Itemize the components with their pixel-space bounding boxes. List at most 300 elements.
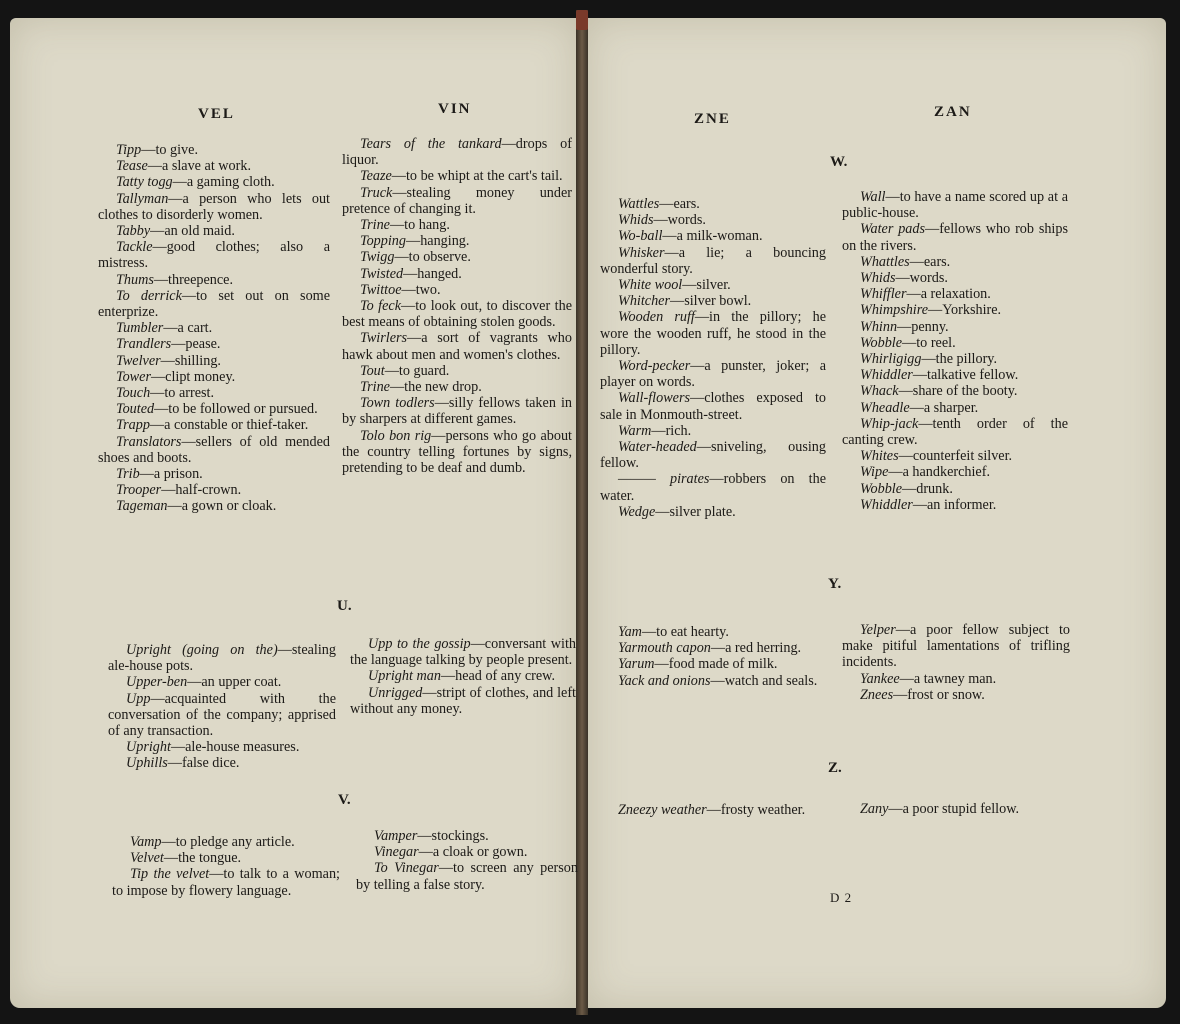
column-z-2 bbox=[842, 801, 1068, 817]
entry-headword: Yarmouth capon bbox=[618, 640, 711, 657]
dictionary-entry bbox=[842, 622, 1070, 671]
dictionary-entry bbox=[842, 400, 1068, 416]
entry-dash: — bbox=[895, 270, 910, 287]
entry-headword: White wool bbox=[618, 277, 683, 294]
dictionary-entry bbox=[98, 158, 330, 174]
entry-headword: Wo-ball bbox=[618, 228, 663, 245]
entry-dash: — bbox=[171, 336, 186, 353]
entry-dash: — bbox=[902, 480, 917, 497]
entry-headword: Whirligigg bbox=[860, 351, 922, 368]
entry-headword: Tower bbox=[116, 368, 151, 385]
dictionary-entry bbox=[842, 335, 1068, 351]
entry-definition: a punster, joker; a player on words. bbox=[600, 358, 826, 391]
entry-headword: Wedge bbox=[618, 503, 656, 520]
entry-definition: to have a name scored up at a public-house. bbox=[842, 189, 1068, 222]
entry-definition: a cart. bbox=[177, 320, 213, 337]
entry-definition: silver plate. bbox=[669, 503, 736, 520]
entry-dash: — bbox=[664, 244, 679, 261]
entry-headword: Wattles bbox=[618, 196, 660, 212]
entry-definition: head of any crew. bbox=[455, 668, 556, 685]
entry-definition: a sort of vagrants who hawk about men and women's clothes. bbox=[342, 330, 572, 363]
entry-dash: — bbox=[154, 401, 169, 418]
entry-dash: — bbox=[406, 233, 421, 250]
entry-definition: robbers on the water. bbox=[600, 471, 826, 504]
entry-headword: Water pads bbox=[860, 221, 926, 238]
column-w-2 bbox=[842, 189, 1068, 513]
entry-dash: — bbox=[401, 281, 416, 298]
entry-headword: Water-headed bbox=[618, 439, 697, 456]
entry-dash: — bbox=[898, 383, 913, 400]
dictionary-entry bbox=[342, 168, 572, 184]
dictionary-entry bbox=[842, 416, 1068, 448]
entry-headword: Tipp bbox=[116, 142, 142, 158]
dictionary-entry bbox=[600, 673, 826, 689]
entry-definition: drops of liquor. bbox=[342, 136, 572, 169]
entry-definition: stript of clothes, and left without any money. bbox=[350, 684, 576, 717]
dictionary-entry bbox=[600, 228, 826, 244]
entry-definition: half-crown. bbox=[175, 482, 242, 499]
entry-definition: food made of milk. bbox=[668, 656, 778, 673]
entry-dash: — bbox=[209, 866, 224, 883]
entry-dash: — bbox=[909, 253, 924, 270]
entry-dash: — bbox=[141, 142, 156, 158]
dictionary-entry bbox=[98, 498, 330, 514]
entry-headword: Whids bbox=[860, 270, 896, 287]
column-w-1 bbox=[600, 196, 826, 520]
entry-definition: ears. bbox=[923, 253, 951, 270]
entry-headword: Tageman bbox=[116, 498, 168, 515]
entry-dash: — bbox=[690, 390, 705, 407]
entry-headword: Whack bbox=[860, 383, 899, 400]
entry-definition: hanging. bbox=[420, 233, 470, 250]
entry-headword: Touch bbox=[116, 385, 151, 402]
entry-headword: Upright man bbox=[368, 668, 441, 685]
entry-definition: stealing ale-house pots. bbox=[108, 642, 336, 675]
dictionary-entry bbox=[98, 272, 330, 288]
dictionary-entry bbox=[350, 636, 576, 668]
entry-headword: To derrick bbox=[116, 287, 182, 304]
entry-definition: the pillory. bbox=[935, 351, 998, 368]
entry-definition: a gaming cloth. bbox=[186, 174, 275, 191]
dictionary-entry bbox=[108, 739, 336, 755]
entry-definition: silver bowl. bbox=[684, 293, 752, 310]
entry-definition: words. bbox=[667, 212, 706, 229]
entry-headword: Tolo bon rig bbox=[360, 427, 432, 444]
entry-definition: to be followed or pursued. bbox=[168, 401, 318, 418]
entry-headword: Whiddler bbox=[860, 367, 913, 384]
entry-dash: — bbox=[422, 684, 437, 701]
entry-dash: — bbox=[897, 318, 912, 335]
dictionary-entry bbox=[842, 319, 1068, 335]
entry-definition: an informer. bbox=[927, 496, 997, 513]
dictionary-entry bbox=[356, 844, 578, 860]
dictionary-entry bbox=[600, 293, 826, 309]
entry-dash: — bbox=[928, 302, 943, 319]
entry-definition: to observe. bbox=[408, 249, 471, 266]
entry-headword: Yankee bbox=[860, 670, 900, 687]
running-head-right-2: ZAN bbox=[934, 104, 972, 120]
entry-dash: — bbox=[888, 801, 903, 817]
dictionary-entry bbox=[98, 239, 330, 271]
entry-dash: — bbox=[655, 503, 670, 520]
dictionary-entry bbox=[842, 481, 1068, 497]
entry-headword: Vamp bbox=[130, 834, 162, 850]
dictionary-entry bbox=[342, 185, 572, 217]
entry-headword: Whids bbox=[618, 212, 654, 229]
entry-headword: Upright (going on the) bbox=[126, 642, 278, 658]
entry-headword: Trine bbox=[360, 379, 390, 396]
running-head-left-2: VIN bbox=[438, 101, 472, 117]
dictionary-entry bbox=[342, 363, 572, 379]
entry-dash: — bbox=[921, 351, 936, 368]
entry-dash: — bbox=[168, 190, 183, 207]
entry-dash: — bbox=[898, 448, 913, 465]
entry-dash: — bbox=[659, 196, 674, 212]
entry-definition: sellers of old mended shoes and boots. bbox=[98, 433, 330, 466]
entry-definition: a handkerchief. bbox=[902, 464, 991, 481]
entry-definition: the new drop. bbox=[404, 379, 482, 396]
entry-dash: — bbox=[150, 385, 165, 402]
entry-headword: Wipe bbox=[860, 464, 889, 481]
entry-headword: Tabby bbox=[116, 223, 151, 240]
dictionary-entry bbox=[842, 671, 1070, 687]
entry-dash: — bbox=[417, 828, 432, 844]
entry-definition: words. bbox=[909, 270, 948, 287]
dictionary-entry bbox=[98, 191, 330, 223]
entry-definition: tenth order of the canting crew. bbox=[842, 415, 1068, 449]
dictionary-entry bbox=[98, 142, 330, 158]
entry-dash: — bbox=[161, 834, 176, 850]
entry-headword: Teaze bbox=[360, 168, 392, 185]
entry-dash: — bbox=[391, 168, 406, 185]
entry-dash: — bbox=[706, 802, 721, 818]
entry-headword: Twelver bbox=[116, 352, 161, 369]
entry-dash: — bbox=[662, 228, 677, 245]
entry-headword: Upp bbox=[126, 690, 151, 707]
entry-definition: silver. bbox=[696, 277, 731, 294]
entry-headword: Wooden ruff bbox=[618, 309, 695, 326]
entry-headword: Wall bbox=[860, 189, 886, 205]
entry-headword: Trandlers bbox=[116, 336, 172, 353]
dictionary-entry bbox=[342, 266, 572, 282]
entry-definition: Yorkshire. bbox=[942, 302, 1002, 319]
entry-dash: — bbox=[167, 755, 182, 772]
entry-headword: Translators bbox=[116, 433, 182, 450]
dictionary-entry bbox=[98, 466, 330, 482]
dictionary-entry bbox=[356, 828, 578, 844]
entry-definition: frost or snow. bbox=[907, 686, 985, 703]
entry-definition: two. bbox=[415, 281, 441, 298]
dictionary-entry bbox=[342, 395, 572, 427]
entry-headword: Upright bbox=[126, 739, 171, 756]
entry-definition: clipt money. bbox=[165, 368, 236, 385]
entry-headword: Trib bbox=[116, 466, 140, 483]
entry-definition: to be whipt at the cart's tail. bbox=[405, 168, 563, 185]
entry-dash: — bbox=[401, 298, 416, 315]
dictionary-entry bbox=[842, 254, 1068, 270]
section-heading-z: Z. bbox=[828, 760, 842, 776]
entry-definition: to screen any person by telling a false story. bbox=[356, 860, 578, 893]
entry-definition: in the pillory; he wore the wooden ruff, he stood in the pillory. bbox=[600, 309, 826, 358]
page-signature: D 2 bbox=[830, 890, 853, 905]
entry-definition: to pledge any article. bbox=[175, 834, 295, 850]
entry-headword: Yelper bbox=[860, 622, 896, 638]
entry-headword: Whisker bbox=[618, 244, 665, 261]
dictionary-entry bbox=[600, 277, 826, 293]
entry-definition: counterfeit silver. bbox=[912, 448, 1013, 465]
entry-definition: penny. bbox=[911, 318, 949, 335]
column-t-1 bbox=[98, 142, 330, 515]
entry-dash: — bbox=[160, 352, 175, 369]
dictionary-entry bbox=[842, 270, 1068, 286]
entry-dash: — bbox=[682, 277, 697, 294]
entry-headword: Twirlers bbox=[360, 330, 408, 347]
entry-dash: — bbox=[149, 417, 165, 434]
dictionary-entry bbox=[842, 189, 1068, 221]
entry-dash: — bbox=[407, 330, 422, 347]
entry-definition: a person who lets out clothes to disorderly women. bbox=[98, 190, 330, 223]
entry-definition: fellows who rob ships on the rivers. bbox=[842, 221, 1068, 254]
running-head-right: ZNE bbox=[694, 111, 731, 127]
dictionary-entry bbox=[342, 249, 572, 265]
dictionary-entry bbox=[112, 834, 340, 850]
entry-definition: to eat hearty. bbox=[656, 624, 729, 640]
entry-headword: Trapp bbox=[116, 417, 150, 434]
dictionary-entry bbox=[600, 245, 826, 277]
entry-definition: share of the booty. bbox=[912, 383, 1018, 400]
dictionary-entry bbox=[350, 668, 576, 684]
dictionary-entry bbox=[342, 136, 572, 168]
column-v-2 bbox=[356, 828, 578, 893]
entry-dash: — bbox=[918, 415, 933, 432]
column-t-2 bbox=[342, 136, 572, 476]
entry-definition: a sharper. bbox=[923, 399, 979, 416]
entry-headword: Twittoe bbox=[360, 281, 402, 298]
entry-definition: acquainted with the conversation of the company; apprised of any transaction. bbox=[108, 690, 336, 740]
entry-headword: Uphills bbox=[126, 755, 168, 772]
entry-definition: persons who go about the country telling fortunes by signs, pretending to be deaf and dumb. bbox=[342, 427, 572, 477]
entry-headword: Wobble bbox=[860, 334, 903, 351]
entry-headword: Trine bbox=[360, 217, 390, 234]
entry-dash: — bbox=[277, 642, 292, 658]
entry-headword: Tears of the tankard bbox=[360, 136, 502, 152]
entry-definition: an old maid. bbox=[164, 223, 235, 240]
entry-dash: — bbox=[670, 293, 685, 310]
entry-dash: — bbox=[384, 362, 399, 379]
entry-dash: — bbox=[181, 287, 197, 304]
entry-dash: — bbox=[431, 427, 446, 444]
binding-thread bbox=[576, 10, 588, 30]
entry-definition: a red herring. bbox=[725, 640, 802, 657]
entry-headword: Wobble bbox=[860, 480, 903, 497]
dictionary-entry bbox=[342, 428, 572, 477]
entry-headword: Tip the velvet bbox=[130, 866, 210, 883]
dictionary-entry bbox=[98, 223, 330, 239]
entry-dash: — bbox=[161, 482, 176, 499]
entry-definition: conversant with the language talking by people present. bbox=[350, 636, 576, 669]
dictionary-entry bbox=[98, 434, 330, 466]
entry-definition: a cloak or gown. bbox=[432, 844, 528, 861]
entry-headword: Truck bbox=[360, 184, 393, 201]
running-head-left: VEL bbox=[198, 106, 235, 122]
entry-headword: Zany bbox=[860, 801, 889, 817]
entry-definition: frosty weather. bbox=[720, 802, 806, 818]
section-heading-v: V. bbox=[338, 792, 351, 808]
dictionary-entry bbox=[600, 624, 826, 640]
entry-dash: — bbox=[909, 399, 924, 416]
entry-definition: ale-house measures. bbox=[185, 739, 300, 756]
entry-dash: — bbox=[710, 640, 726, 657]
entry-definition: threepence. bbox=[168, 271, 234, 288]
entry-dash: — bbox=[893, 686, 908, 703]
dictionary-entry bbox=[600, 471, 826, 503]
entry-definition: hanged. bbox=[417, 265, 462, 282]
entry-dash: — bbox=[438, 860, 453, 877]
dictionary-entry bbox=[600, 802, 826, 818]
entry-definition: a prison. bbox=[153, 466, 203, 483]
entry-headword: Znees bbox=[860, 686, 894, 703]
entry-dash: — bbox=[470, 636, 485, 652]
column-u-1 bbox=[108, 642, 336, 772]
entry-definition: an upper coat. bbox=[201, 674, 282, 691]
entry-headword: Tout bbox=[360, 362, 385, 379]
entry-dash: — bbox=[389, 379, 405, 396]
entry-definition: shilling. bbox=[174, 352, 221, 369]
dictionary-entry bbox=[842, 302, 1068, 318]
entry-dash: — bbox=[187, 674, 202, 691]
entry-definition: a tawney man. bbox=[913, 670, 997, 687]
entry-definition: stealing money under pretence of changing it. bbox=[342, 184, 572, 217]
dictionary-entry bbox=[842, 497, 1068, 513]
column-z-1 bbox=[600, 802, 826, 818]
column-u-2 bbox=[350, 636, 576, 717]
dictionary-entry bbox=[98, 417, 330, 433]
entry-dash: — bbox=[709, 471, 724, 488]
entry-headword: Unrigged bbox=[368, 684, 423, 701]
entry-headword: Whip-jack bbox=[860, 415, 919, 432]
entry-definition: to hang. bbox=[404, 217, 450, 234]
dictionary-entry bbox=[350, 685, 576, 717]
entry-headword: Upper-ben bbox=[126, 674, 188, 691]
entry-headword: Trooper bbox=[116, 482, 162, 499]
entry-dash: — bbox=[902, 334, 917, 351]
entry-dash: — bbox=[710, 672, 725, 689]
dictionary-entry bbox=[342, 379, 572, 395]
entry-headword: Wheadle bbox=[860, 399, 910, 416]
entry-definition: a gown or cloak. bbox=[181, 498, 277, 515]
entry-headword: Tease bbox=[116, 158, 148, 175]
entry-dash: — bbox=[170, 739, 186, 756]
section-heading-u: U. bbox=[337, 598, 352, 614]
entry-dash: — bbox=[899, 670, 914, 687]
entry-definition: rich. bbox=[665, 422, 692, 439]
dictionary-entry bbox=[842, 351, 1068, 367]
entry-dash: — bbox=[906, 286, 921, 303]
entry-dash: — bbox=[434, 395, 449, 412]
dictionary-entry bbox=[842, 286, 1068, 302]
entry-dash: — bbox=[912, 496, 927, 513]
dictionary-entry bbox=[600, 504, 826, 520]
entry-definition: talkative fellow. bbox=[927, 367, 1019, 384]
entry-definition: to arrest. bbox=[164, 385, 214, 402]
dictionary-entry bbox=[842, 687, 1070, 703]
entry-definition: drunk. bbox=[916, 480, 953, 497]
section-heading-y: Y. bbox=[828, 576, 842, 592]
entry-dash: — bbox=[696, 439, 711, 456]
entry-definition: a lie; a bouncing wonderful story. bbox=[600, 244, 826, 277]
entry-headword: Whiddler bbox=[860, 496, 913, 513]
entry-dash: — bbox=[147, 158, 162, 175]
entry-headword: To feck bbox=[360, 298, 402, 315]
dictionary-entry bbox=[342, 298, 572, 330]
entry-headword: Whiffler bbox=[860, 286, 907, 303]
dictionary-entry bbox=[112, 850, 340, 866]
dictionary-entry bbox=[342, 217, 572, 233]
dictionary-entry bbox=[98, 174, 330, 190]
entry-dash: — bbox=[641, 624, 657, 640]
dictionary-entry bbox=[108, 674, 336, 690]
dictionary-entry bbox=[356, 860, 578, 892]
dictionary-entry bbox=[600, 656, 826, 672]
entry-dash: — bbox=[389, 217, 405, 234]
dictionary-entry bbox=[98, 401, 330, 417]
entry-dash: — bbox=[403, 265, 418, 282]
entry-dash: — bbox=[653, 212, 668, 229]
entry-dash: — bbox=[912, 367, 927, 384]
dictionary-entry bbox=[842, 221, 1068, 253]
dictionary-entry bbox=[98, 482, 330, 498]
entry-headword: Topping bbox=[360, 233, 406, 250]
entry-headword: Touted bbox=[116, 401, 155, 418]
dictionary-entry bbox=[600, 212, 826, 228]
entry-headword: Whitcher bbox=[618, 293, 671, 310]
dictionary-entry bbox=[842, 464, 1068, 480]
dictionary-entry bbox=[600, 309, 826, 358]
entry-definition: to guard. bbox=[398, 362, 450, 379]
entry-dash: — bbox=[167, 498, 182, 515]
entry-dash: — bbox=[150, 690, 165, 707]
entry-dash: — bbox=[501, 136, 516, 152]
entry-dash: — bbox=[150, 223, 165, 240]
dictionary-entry bbox=[600, 358, 826, 390]
entry-dash: — bbox=[152, 239, 167, 256]
entry-definition: to give. bbox=[155, 142, 198, 158]
entry-headword: Zneezy weather bbox=[618, 802, 707, 818]
entry-dash: — bbox=[440, 668, 456, 685]
entry-dash: — bbox=[895, 622, 910, 638]
dictionary-entry bbox=[342, 233, 572, 249]
entry-definition: ears. bbox=[673, 196, 700, 212]
dictionary-entry bbox=[98, 288, 330, 320]
dictionary-entry bbox=[600, 196, 826, 212]
entry-dash: — bbox=[654, 656, 669, 673]
dictionary-entry bbox=[108, 691, 336, 740]
entry-headword: Whattles bbox=[860, 253, 910, 270]
dictionary-entry bbox=[842, 367, 1068, 383]
entry-headword: Wall-flowers bbox=[618, 390, 690, 407]
entry-headword: Yack and onions bbox=[618, 672, 711, 689]
entry-headword: Whimpshire bbox=[860, 302, 929, 319]
entry-dash: — bbox=[163, 320, 178, 337]
dictionary-entry bbox=[342, 282, 572, 298]
entry-headword: Warm bbox=[618, 422, 652, 439]
dictionary-entry bbox=[98, 336, 330, 352]
entry-dash: — bbox=[153, 271, 169, 288]
entry-dash: — bbox=[925, 221, 940, 238]
entry-dash: — bbox=[172, 174, 187, 191]
entry-headword: Tallyman bbox=[116, 190, 169, 207]
dictionary-entry bbox=[98, 320, 330, 336]
